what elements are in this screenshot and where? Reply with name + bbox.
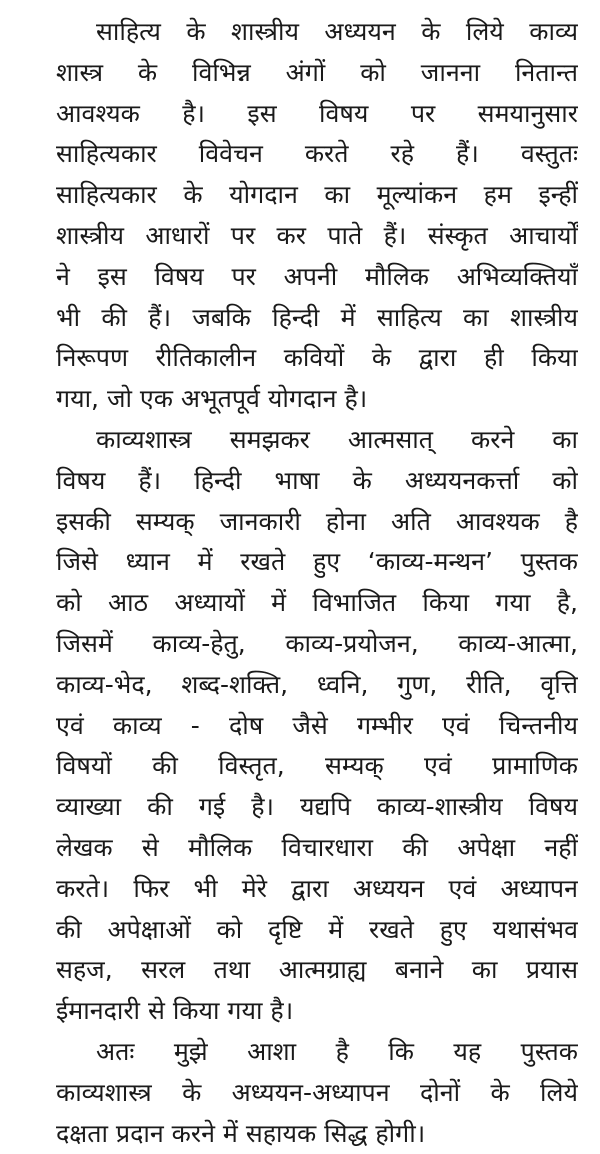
text-line: दक्षता प्रदान करने में सहायक सिद्ध होगी। — [56, 1118, 426, 1148]
text-line: को आठ अध्यायों में विभाजित किया गया है, — [56, 588, 578, 618]
text-line: साहित्य के शास्त्रीय अध्ययन के लिये काव्य — [96, 17, 578, 46]
text-line: काव्यशास्त्र के अध्ययन-अध्यापन दोनों के लिये — [56, 1077, 578, 1107]
text-line: विषयों की विस्तृत, सम्यक् एवं प्रामाणिक — [56, 751, 578, 781]
text-line: साहित्यकार विवेचन करते रहे हैं। वस्तुतः — [56, 139, 578, 169]
text-line: काव्य-भेद, शब्द-शक्ति, ध्वनि, गुण, रीति, वृत्ति — [56, 669, 578, 699]
text-line: काव्यशास्त्र समझकर आत्मसात् करने का — [96, 424, 578, 454]
text-line: लेखक से मौलिक विचारधारा की अपेक्षा नहीं — [56, 832, 578, 862]
text-line: शास्त्रीय आधारों पर कर पाते हैं। संस्कृत आचार्यों — [56, 220, 578, 250]
text-line: की अपेक्षाओं को दृष्टि में रखते हुए यथासंभव — [56, 914, 578, 944]
text-line: साहित्यकार के योगदान का मूल्यांकन हम इन्हीं — [56, 180, 578, 210]
text-line: भी की हैं। जबकि हिन्दी में साहित्य का शास्त्रीय — [56, 302, 578, 332]
text-line: अतः मुझे आशा है कि यह पुस्तक — [96, 1036, 578, 1066]
text-line: सहज, सरल तथा आत्मग्राह्य बनाने का प्रयास — [56, 955, 578, 985]
paragraph-1 — [56, 12, 578, 420]
text-line: ईमानदारी से किया गया है। — [56, 996, 294, 1026]
text-line: जिसे ध्यान में रखते हुए ‘काव्य-मन्थन’ पुस्तक — [56, 547, 578, 577]
text-line: निरूपण रीतिकालीन कवियों के द्वारा ही किया — [56, 343, 578, 373]
text-line: व्याख्या की गई है। यद्यपि काव्य-शास्त्रीय विषय — [56, 792, 578, 822]
paragraph-3 — [56, 1032, 578, 1154]
text-line: विषय हैं। हिन्दी भाषा के अध्ययनकर्त्ता को — [56, 465, 578, 495]
text-line: शास्त्र के विभिन्न अंगों को जानना नितान्त — [56, 57, 578, 87]
text-line: करते। फिर भी मेरे द्वारा अध्ययन एवं अध्यापन — [56, 873, 578, 903]
text-line: इसकी सम्यक् जानकारी होना अति आवश्यक है — [56, 506, 578, 536]
paragraph-2 — [56, 420, 578, 1032]
text-line: गया, जो एक अभूतपूर्व योगदान है। — [56, 384, 368, 414]
text-line: जिसमें काव्य-हेतु, काव्य-प्रयोजन, काव्य-आत्मा, — [56, 628, 578, 658]
text-line: एवं काव्य - दोष जैसे गम्भीर एवं चिन्तनीय — [56, 710, 578, 740]
text-line: ने इस विषय पर अपनी मौलिक अभिव्यक्तियाँ — [56, 261, 578, 291]
text-line: आवश्यक है। इस विषय पर समयानुसार — [56, 98, 578, 128]
